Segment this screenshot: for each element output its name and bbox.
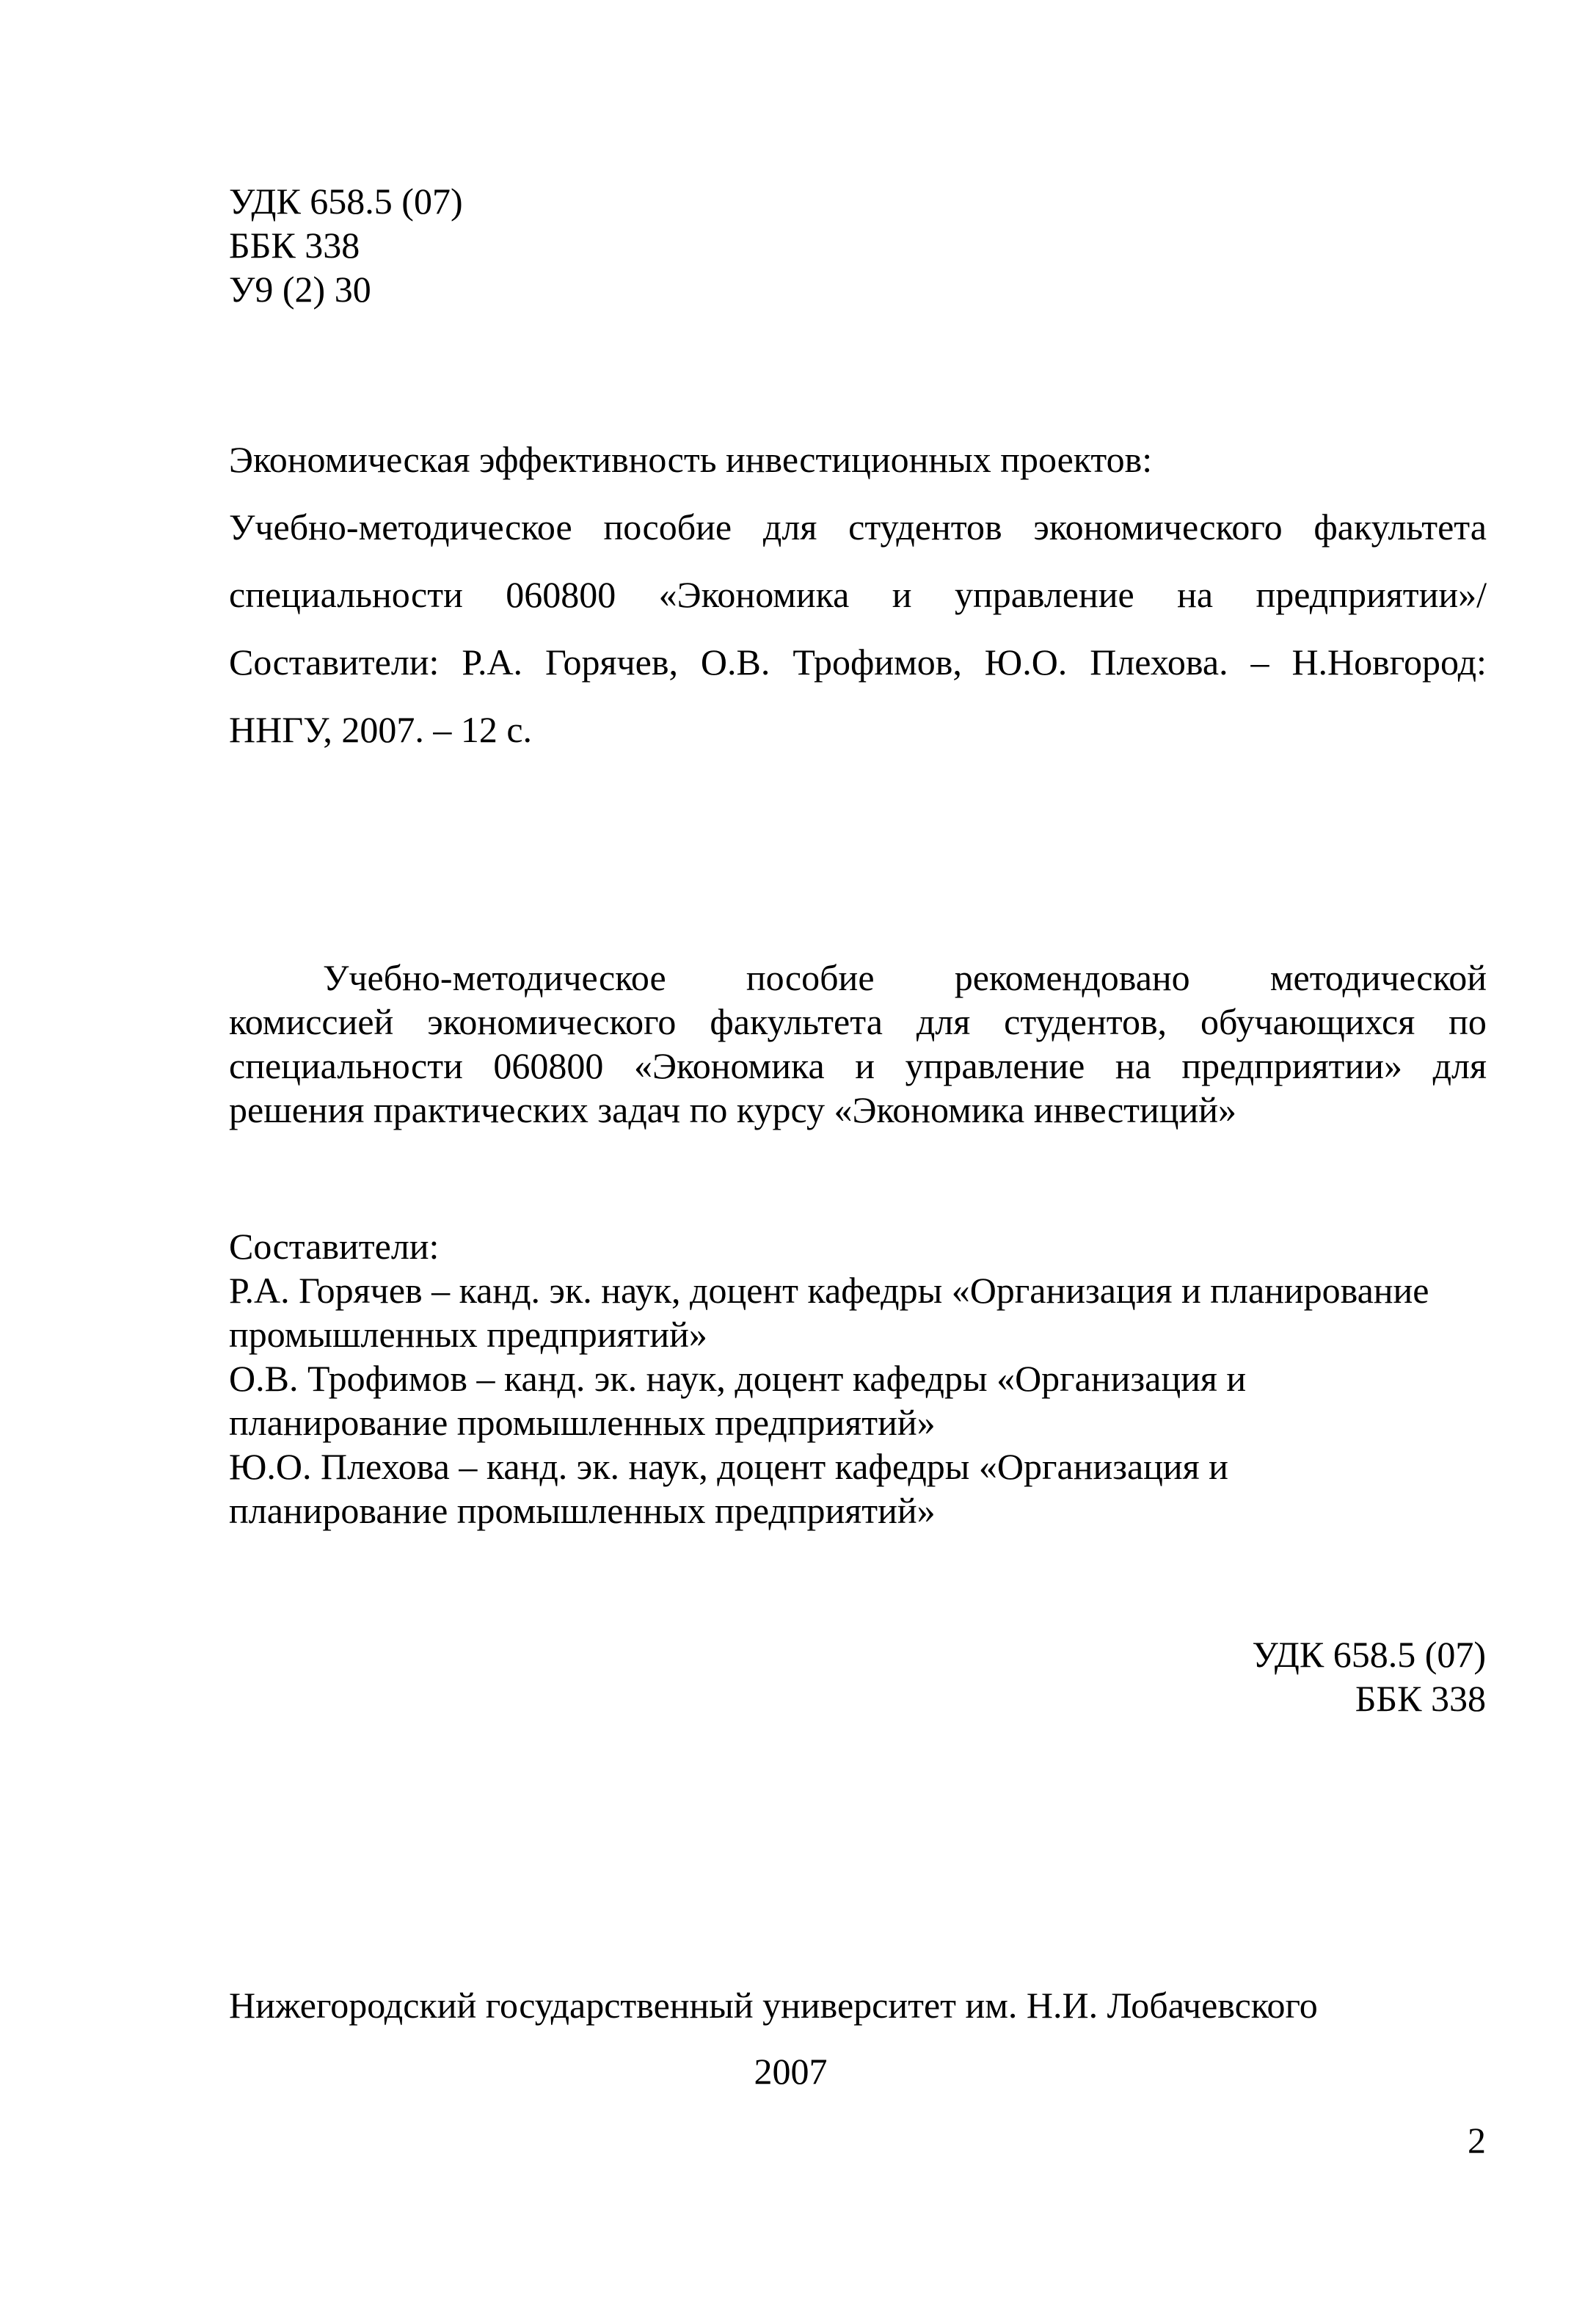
author-line: промышленных предприятий»	[229, 1314, 707, 1355]
word: Р.А.	[462, 641, 523, 683]
author-line: О.В. Трофимов – канд. эк. наук, доцент кафедры «Организация и	[229, 1358, 1247, 1399]
word: Учебно-методическое	[323, 957, 666, 998]
author-line: планирование промышленных предприятий»	[229, 1402, 936, 1443]
word: и	[855, 1045, 875, 1086]
word: Горячев,	[545, 641, 678, 683]
author-mark-code: У9 (2) 30	[229, 269, 371, 310]
word: Трофимов,	[792, 641, 962, 683]
citation-line-4	[229, 640, 1487, 684]
word: на	[1115, 1045, 1151, 1086]
word: экономического	[427, 1001, 677, 1042]
word: Н.Новгород:	[1291, 641, 1487, 683]
word: рекомендовано	[954, 957, 1190, 998]
bbk-code: ББК 338	[229, 225, 360, 266]
word: для	[916, 1001, 971, 1042]
word: студентов	[848, 506, 1002, 548]
word: факультета	[1313, 506, 1487, 548]
word: управление	[954, 574, 1134, 615]
word: предприятии»/	[1256, 574, 1487, 615]
word: студентов,	[1004, 1001, 1167, 1042]
word: экономического	[1033, 506, 1283, 548]
word: факультета	[710, 1001, 883, 1042]
word: специальности	[229, 574, 463, 615]
footer-udk-code: УДК 658.5 (07)	[1252, 1634, 1486, 1675]
word: Плехова.	[1090, 641, 1228, 683]
word: для	[1432, 1045, 1487, 1086]
word: 060800	[493, 1045, 604, 1086]
word: обучающихся	[1200, 1001, 1415, 1042]
author-line: Ю.О. Плехова – канд. эк. наук, доцент кафедры «Организация и	[229, 1446, 1228, 1487]
word: и	[892, 574, 912, 615]
word: пособие	[603, 506, 732, 548]
recommendation-line-1	[323, 956, 1487, 1000]
recommendation-line-3	[229, 1044, 1487, 1088]
word: «Экономика	[633, 1045, 825, 1086]
university-name: Нижегородский государственный университет им. Н.И. Лобачевского	[229, 1985, 1318, 2026]
footer-bbk-code: ББК 338	[1355, 1678, 1486, 1719]
word: Ю.О.	[984, 641, 1068, 683]
author-line: планирование промышленных предприятий»	[229, 1490, 936, 1531]
authors-heading: Составители:	[229, 1226, 440, 1267]
word: Учебно-методическое	[229, 506, 572, 548]
recommendation-line-4: решения практических задач по курсу «Экономика инвестиций»	[229, 1089, 1237, 1130]
citation-line-3	[229, 572, 1487, 617]
word: О.В.	[700, 641, 770, 683]
word: специальности	[229, 1045, 463, 1086]
word: на	[1177, 574, 1214, 615]
word: 060800	[506, 574, 616, 615]
citation-line-5: ННГУ, 2007. – 12 с.	[229, 709, 533, 750]
word: Составители:	[229, 641, 440, 683]
recommendation-line-2	[229, 1000, 1487, 1044]
word: по	[1449, 1001, 1487, 1042]
author-line: Р.А. Горячев – канд. эк. наук, доцент кафедры «Организация и планирование	[229, 1270, 1429, 1311]
word: пособие	[746, 957, 875, 998]
word: «Экономика	[658, 574, 850, 615]
word: методической	[1269, 957, 1487, 998]
word: предприятии»	[1181, 1045, 1403, 1086]
word: для	[762, 506, 817, 548]
citation-title-line: Экономическая эффективность инвестиционных проектов:	[229, 439, 1153, 480]
word: –	[1250, 641, 1269, 683]
word: комиссией	[229, 1001, 394, 1042]
page-number: 2	[1468, 2120, 1486, 2161]
publication-year: 2007	[754, 2051, 828, 2092]
citation-line-2	[229, 505, 1487, 549]
udk-code: УДК 658.5 (07)	[229, 181, 463, 222]
word: управление	[905, 1045, 1085, 1086]
